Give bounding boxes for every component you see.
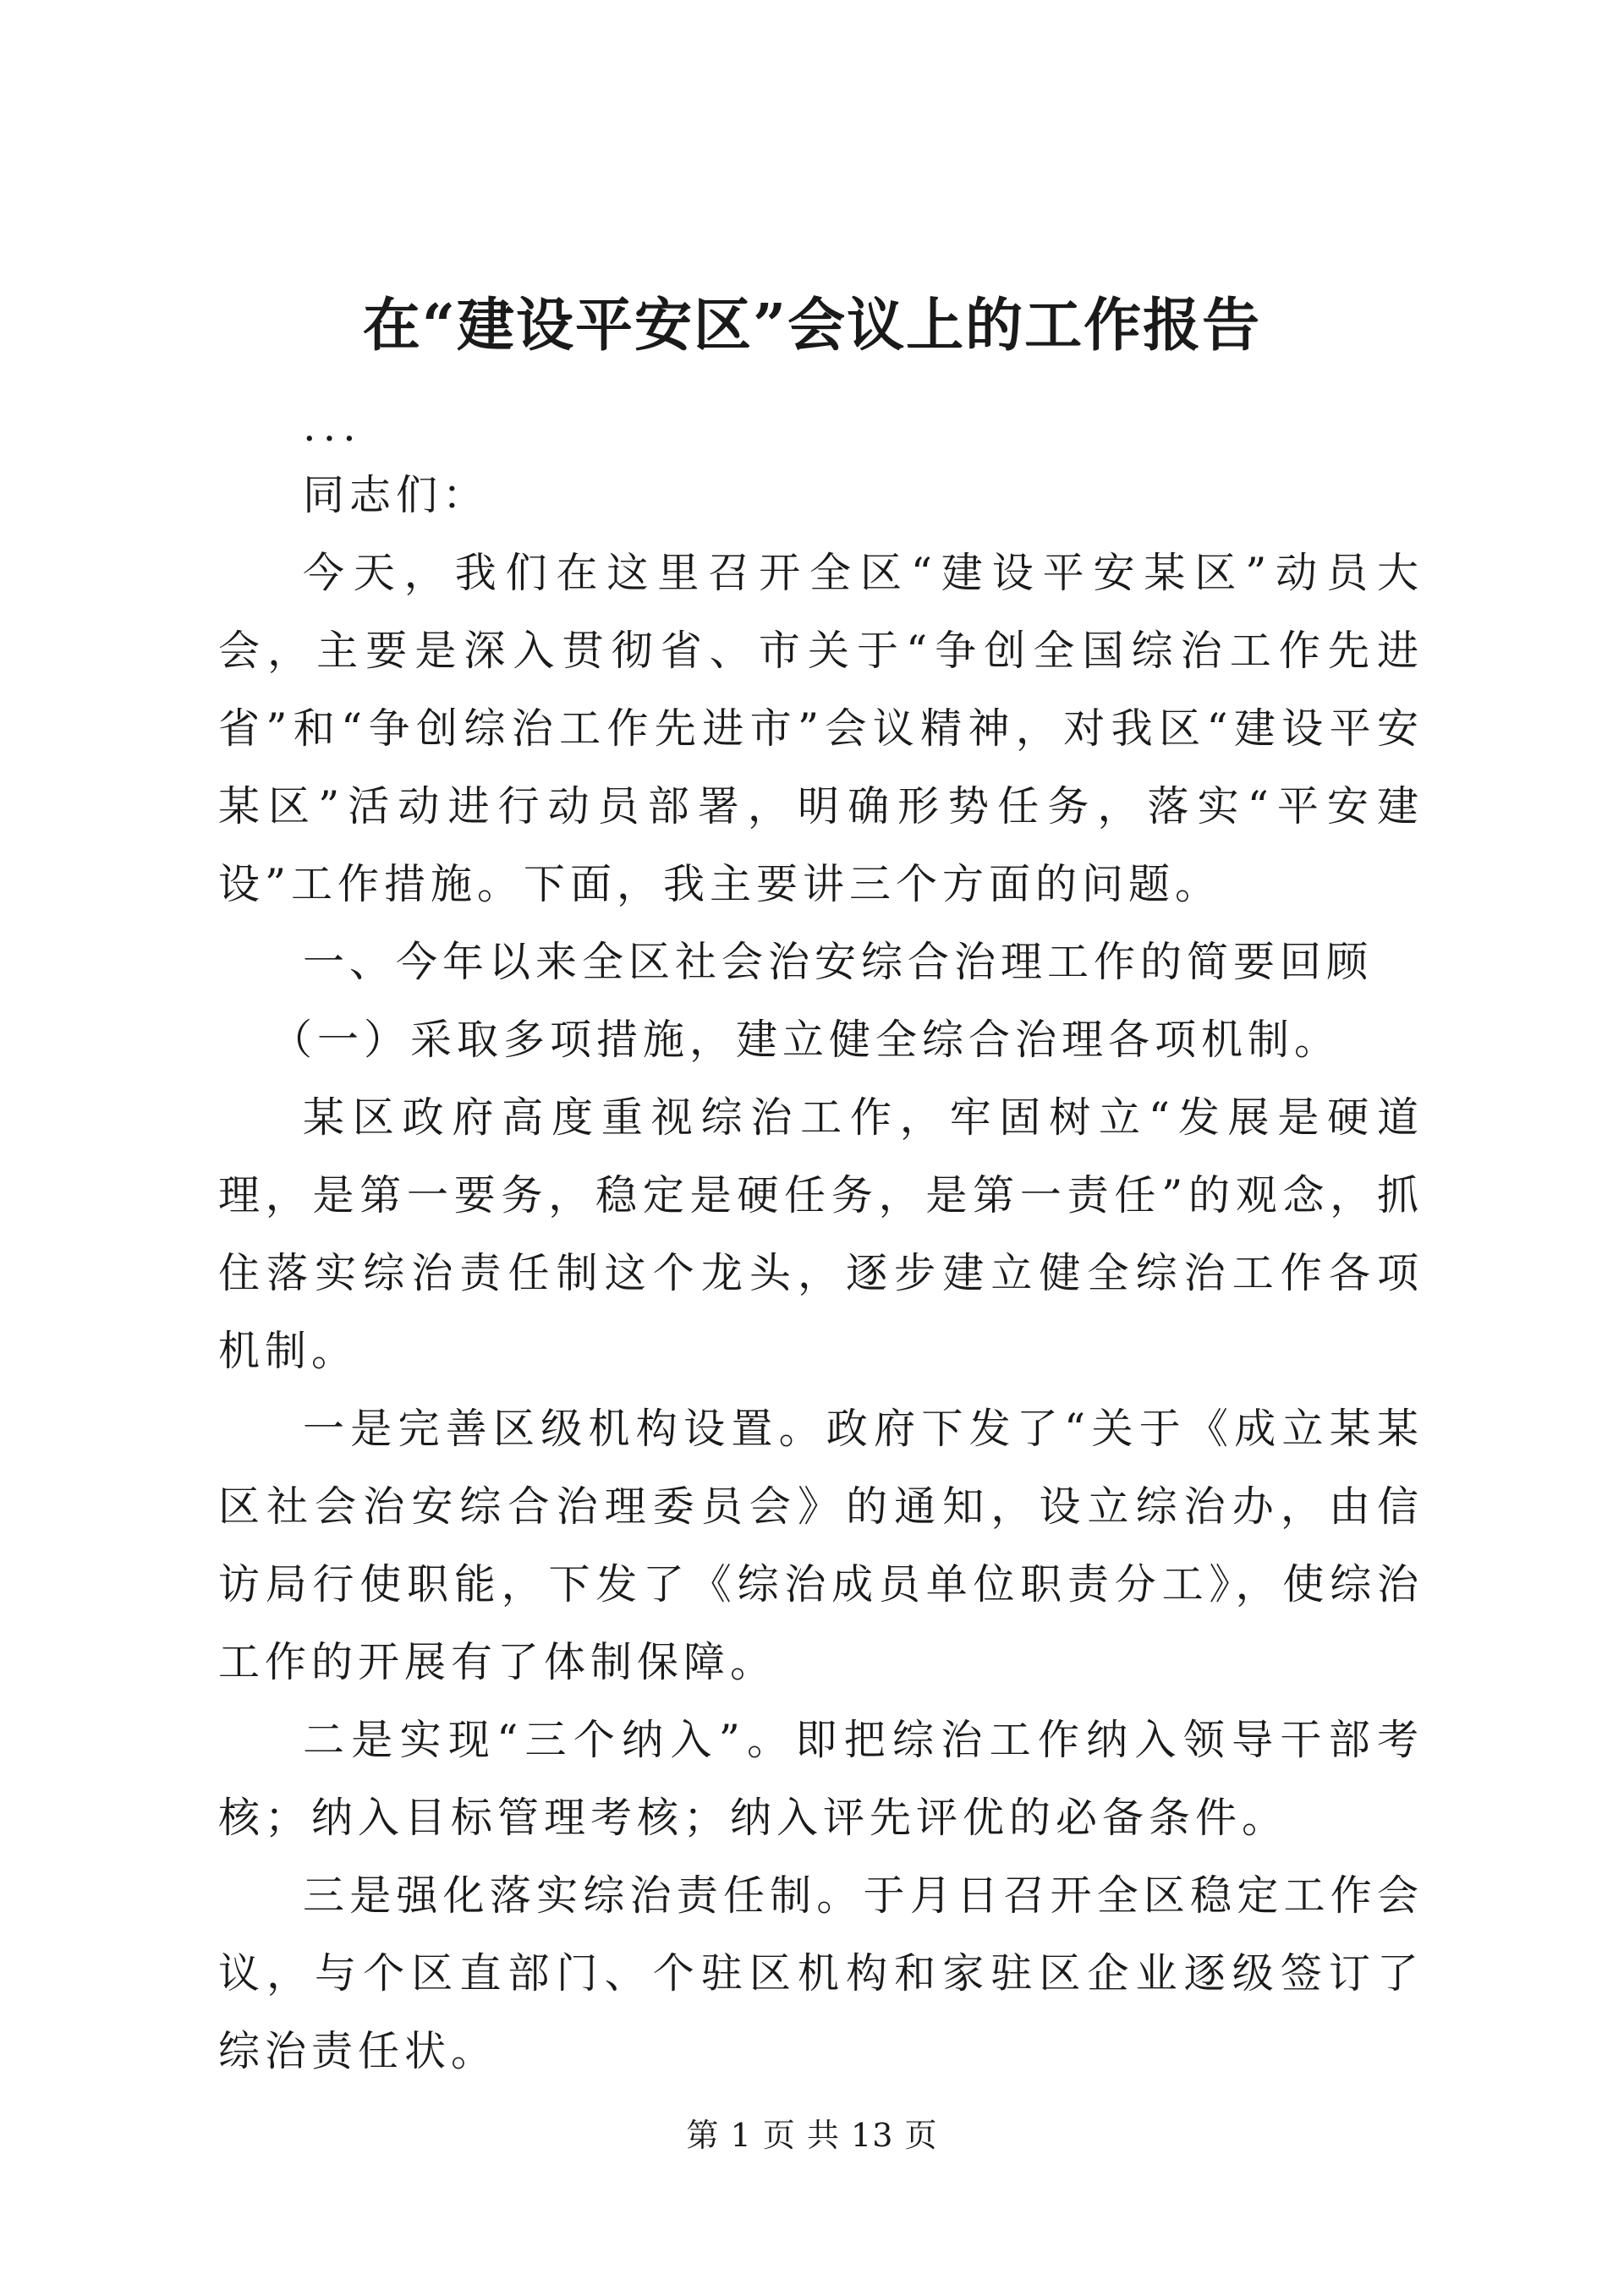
paragraph: 二是实现“三个纳入”。即把综治工作纳入领导干部考核；纳入目标管理考核；纳入评先评优的必备条件。	[218, 1716, 1424, 1842]
ellipsis-line: ...	[303, 403, 363, 451]
paragraph: 一是完善区级机构设置。政府下发了“关于《成立某某区社会治安综合治理委员会》的通知，设立综治办，由信访局行使职能，下发了《综治成员单位职责分工》，使综治工作的开展有了体制保障。	[218, 1405, 1424, 1686]
section-heading-1: 一、今年以来全区社会治安综合治理工作的简要回顾	[303, 938, 1374, 986]
page-number-footer: 第 1 页 共 13 页	[686, 2117, 938, 2154]
document-title: 在“建设平安区”会议上的工作报告	[362, 292, 1262, 359]
paragraph-intro: 今天，我们在这里召开全区“建设平安某区”动员大会，主要是深入贯彻省、市关于“争创全国综治工作先进省”和“争创综治工作先进市”会议精神，对我区“建设平安某区”活动进行动员部署，明确形势任务，落实“平安建设”工作措施。下面，我主要讲三个方面的问题。	[218, 549, 1424, 908]
document-body	[218, 397, 1424, 2091]
paragraph: 三是强化落实综治责任制。于月日召开全区稳定工作会议，与个区直部门、个驻区机构和家驻区企业逐级签订了综治责任状。	[218, 1871, 1424, 2075]
subsection-heading-1: （一）采取多项措施，建立健全综合治理各项机制。	[271, 1016, 1341, 1064]
salutation: 同志们：	[303, 471, 490, 519]
paragraph: 某区政府高度重视综治工作，牢固树立“发展是硬道理，是第一要务，稳定是硬任务，是第一责任”的观念，抓住落实综治责任制这个龙头，逐步建立健全综治工作各项机制。	[218, 1093, 1424, 1375]
